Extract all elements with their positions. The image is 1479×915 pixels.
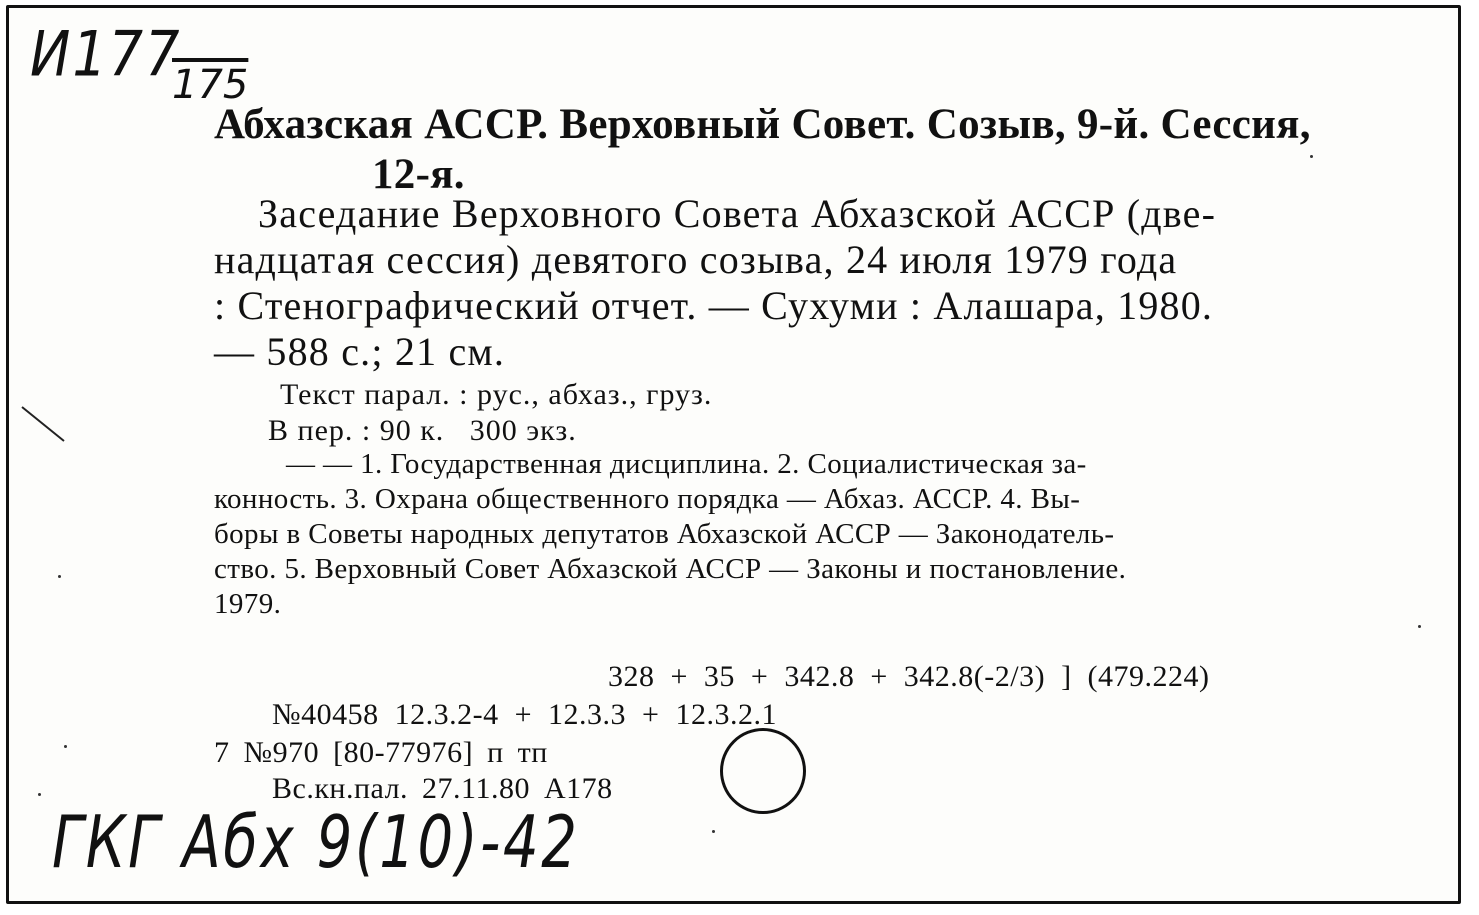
title-line: Заседание Верховного Совета Абхазской АССР (две- (258, 191, 1217, 236)
scan-speck (38, 793, 41, 796)
subject-line: ство. 5. Верховный Совет Абхазской АССР — Законы и постановление. (214, 553, 1127, 585)
scan-speck (64, 745, 67, 748)
handwritten-call-number: ГКГ Абх 9(10)-42 (52, 800, 580, 885)
order-line: 7 №970 [80-77976] п тп (214, 736, 548, 769)
subject-line: конность. 3. Охрана общественного порядка — Абхаз. АССР. 4. Вы- (214, 483, 1081, 515)
number-line: №40458 12.3.2-4 + 12.3.3 + 12.3.2.1 (272, 698, 777, 731)
handwritten-shelf-number: 175 (172, 62, 249, 108)
scan-speck (1418, 625, 1421, 628)
scan-speck (712, 830, 715, 833)
registry-line: Вс.кн.пал. 27.11.80 А178 (272, 772, 613, 805)
subject-headings (214, 448, 1374, 628)
scan-speck (1310, 155, 1313, 158)
card-heading-continuation: 12-я. (372, 151, 465, 198)
subject-line: боры в Советы народных депутатов Абхазской АССР — Законодатель- (214, 518, 1115, 550)
scan-speck (58, 575, 61, 578)
subject-line: — — 1. Государственная дисциплина. 2. Социалистическая за- (286, 448, 1087, 480)
language-note: Текст парал. : рус., абхаз., груз. (280, 378, 713, 411)
card-heading: Абхазская АССР. Верховный Совет. Созыв, 9-й. Сессия, (214, 101, 1311, 148)
title-line: — 588 с.; 21 см. (214, 329, 506, 374)
scan-mark (20, 405, 70, 445)
classification-line: 328 + 35 + 342.8 + 342.8(-2/3) ] (479.224) (608, 660, 1210, 693)
handwritten-shelfmark: И177 (30, 18, 182, 91)
binding-price-note: В пер. : 90 к. 300 экз. (268, 414, 577, 447)
subject-line: 1979. (214, 588, 282, 620)
title-line: надцатая сессия) девятого созыва, 24 июля 1979 года (214, 237, 1178, 282)
stamp-circle (720, 728, 806, 814)
title-line: : Стенографический отчет. — Сухуми : Алашара, 1980. (214, 283, 1214, 328)
